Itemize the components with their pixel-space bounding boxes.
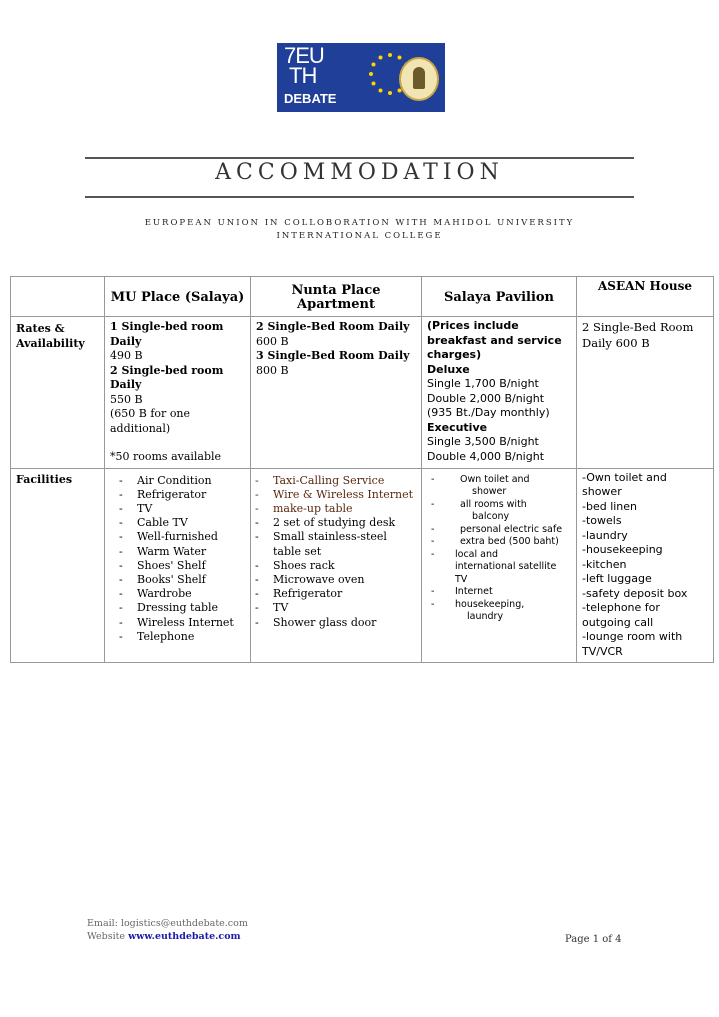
mu-rate-2-label: 2 Single-bed room Daily	[110, 363, 224, 391]
header-asean-house: ASEAN House	[577, 277, 714, 317]
list-item: - Refrigerator	[110, 488, 245, 502]
title-rule-top	[85, 157, 634, 159]
list-item: -left luggage	[582, 572, 652, 585]
list-item: - personal electric safe	[427, 524, 571, 537]
table-header-row	[11, 277, 714, 317]
list-item: - Warm Water	[110, 545, 245, 559]
list-item: - Microwave oven	[246, 573, 416, 587]
list-item: - Shoes' Shelf	[110, 559, 245, 573]
rates-label: Rates & Availability	[11, 317, 105, 469]
list-item: - 2 set of studying desk	[246, 516, 416, 530]
list-item: -laundry	[582, 528, 628, 542]
list-item: - local and international satellite TV	[427, 549, 571, 587]
mu-availability: *50 rooms available	[110, 450, 222, 463]
list-item: -housekeeping	[582, 543, 663, 556]
mu-rate-1-label: 1 Single-bed room Daily	[110, 320, 224, 348]
mu-rate-2-price: 550 B	[110, 392, 143, 406]
list-item: - TV	[110, 502, 245, 516]
page-subtitle: EUROPEAN UNION IN COLLOBORATION WITH MAHIDOL UNIVERSITY INTERNATIONAL COLLEGE	[144, 218, 575, 241]
logo-debate-text: DEBATE	[284, 91, 337, 106]
mu-facilities-cell	[105, 468, 251, 663]
salaya-price-note: (Prices include breakfast and service charges)	[427, 319, 562, 361]
list-item: - extra bed (500 baht)	[427, 536, 571, 549]
list-item: - Wireless Internet	[110, 616, 245, 630]
salaya-rates-cell	[422, 317, 577, 469]
list-item: -kitchen	[582, 557, 627, 571]
list-item: - Shoes rack	[246, 559, 416, 573]
title-rule-bottom	[85, 196, 634, 198]
footer-website: Website www.euthdebate.com	[87, 931, 241, 942]
list-item: - Small stainless-steel table set	[246, 530, 416, 558]
accommodation-table	[10, 276, 714, 663]
mu-rates-cell	[105, 317, 251, 469]
header-salaya-pavilion: Salaya Pavilion	[422, 277, 577, 317]
header-empty	[11, 277, 105, 317]
salaya-deluxe-single: Single 1,700 B/night	[427, 377, 539, 390]
nunta-rates-cell	[251, 317, 422, 469]
mu-facilities-list	[110, 474, 245, 644]
list-item: - Internet	[427, 586, 571, 599]
list-item: - Wire & Wireless Internet	[246, 488, 416, 502]
list-item: -Own toilet and shower	[582, 470, 667, 498]
list-item: -bed linen	[582, 499, 638, 513]
page-number: Page 1 of 4	[565, 934, 622, 945]
eu-th-debate-logo	[277, 43, 445, 112]
nunta-rate-2-price: 800 B	[256, 363, 289, 377]
salaya-facilities-cell	[422, 468, 577, 663]
salaya-executive-single: Single 3,500 B/night	[427, 435, 539, 448]
list-item: -towels	[582, 514, 622, 527]
nunta-facilities-cell	[251, 468, 422, 663]
footer-email: Email: logistics@euthdebate.com	[87, 918, 248, 929]
list-item: - Own toilet and shower	[427, 474, 571, 499]
list-item: -lounge room with TV/VCR	[582, 630, 683, 658]
salaya-deluxe-double: Double 2,000 B/night	[427, 391, 545, 405]
asean-rates-cell	[577, 317, 714, 469]
nunta-rate-1-price: 600 B	[256, 334, 289, 348]
list-item: - Dressing table	[110, 601, 245, 615]
list-item: - Cable TV	[110, 516, 245, 530]
list-item: - make-up table	[246, 502, 416, 516]
table-row-facilities	[11, 468, 714, 663]
asean-facilities-cell	[577, 468, 714, 663]
list-item: - Books' Shelf	[110, 573, 245, 587]
logo-text: 7EU TH	[284, 43, 324, 88]
page-title: ACCOMMODATION	[215, 160, 504, 185]
header-mu-place: MU Place (Salaya)	[105, 277, 251, 317]
list-item: - Shower glass door	[246, 616, 416, 630]
facilities-label: Facilities	[11, 468, 105, 663]
asean-rate-1: 2 Single-Bed Room Daily 600 B	[582, 320, 694, 350]
mahidol-seal-icon	[399, 57, 439, 101]
website-link[interactable]: www.euthdebate.com	[128, 931, 241, 942]
list-item: -telephone for outgoing call	[582, 601, 660, 629]
nunta-rate-1-label: 2 Single-Bed Room Daily	[256, 320, 410, 333]
salaya-deluxe-label: Deluxe	[427, 362, 470, 376]
nunta-rate-2-label: 3 Single-Bed Room Daily	[256, 349, 410, 362]
header-nunta-place: Nunta Place Apartment	[251, 277, 422, 317]
list-item: - Air Condition	[110, 474, 245, 488]
list-item: - Refrigerator	[246, 587, 416, 601]
salaya-deluxe-monthly: (935 Bt./Day monthly)	[427, 406, 550, 419]
list-item: - Telephone	[110, 630, 245, 644]
list-item: - Well-furnished	[110, 530, 245, 544]
list-item: - all rooms with balcony	[427, 499, 571, 524]
salaya-executive-double: Double 4,000 B/night	[427, 449, 545, 463]
mu-rate-2-note: (650 B for one additional)	[110, 407, 191, 435]
salaya-facilities-list	[427, 474, 571, 624]
list-item: - Taxi-Calling Service	[246, 474, 416, 488]
nunta-facilities-list	[246, 474, 416, 630]
table-row-rates	[11, 317, 714, 469]
list-item: - TV	[246, 601, 416, 615]
page-footer	[87, 917, 248, 943]
salaya-executive-label: Executive	[427, 420, 488, 434]
list-item: - Wardrobe	[110, 587, 245, 601]
list-item: - housekeeping, laundry	[427, 599, 571, 624]
list-item: -safety deposit box	[582, 586, 688, 600]
mu-rate-1-price: 490 B	[110, 349, 143, 362]
